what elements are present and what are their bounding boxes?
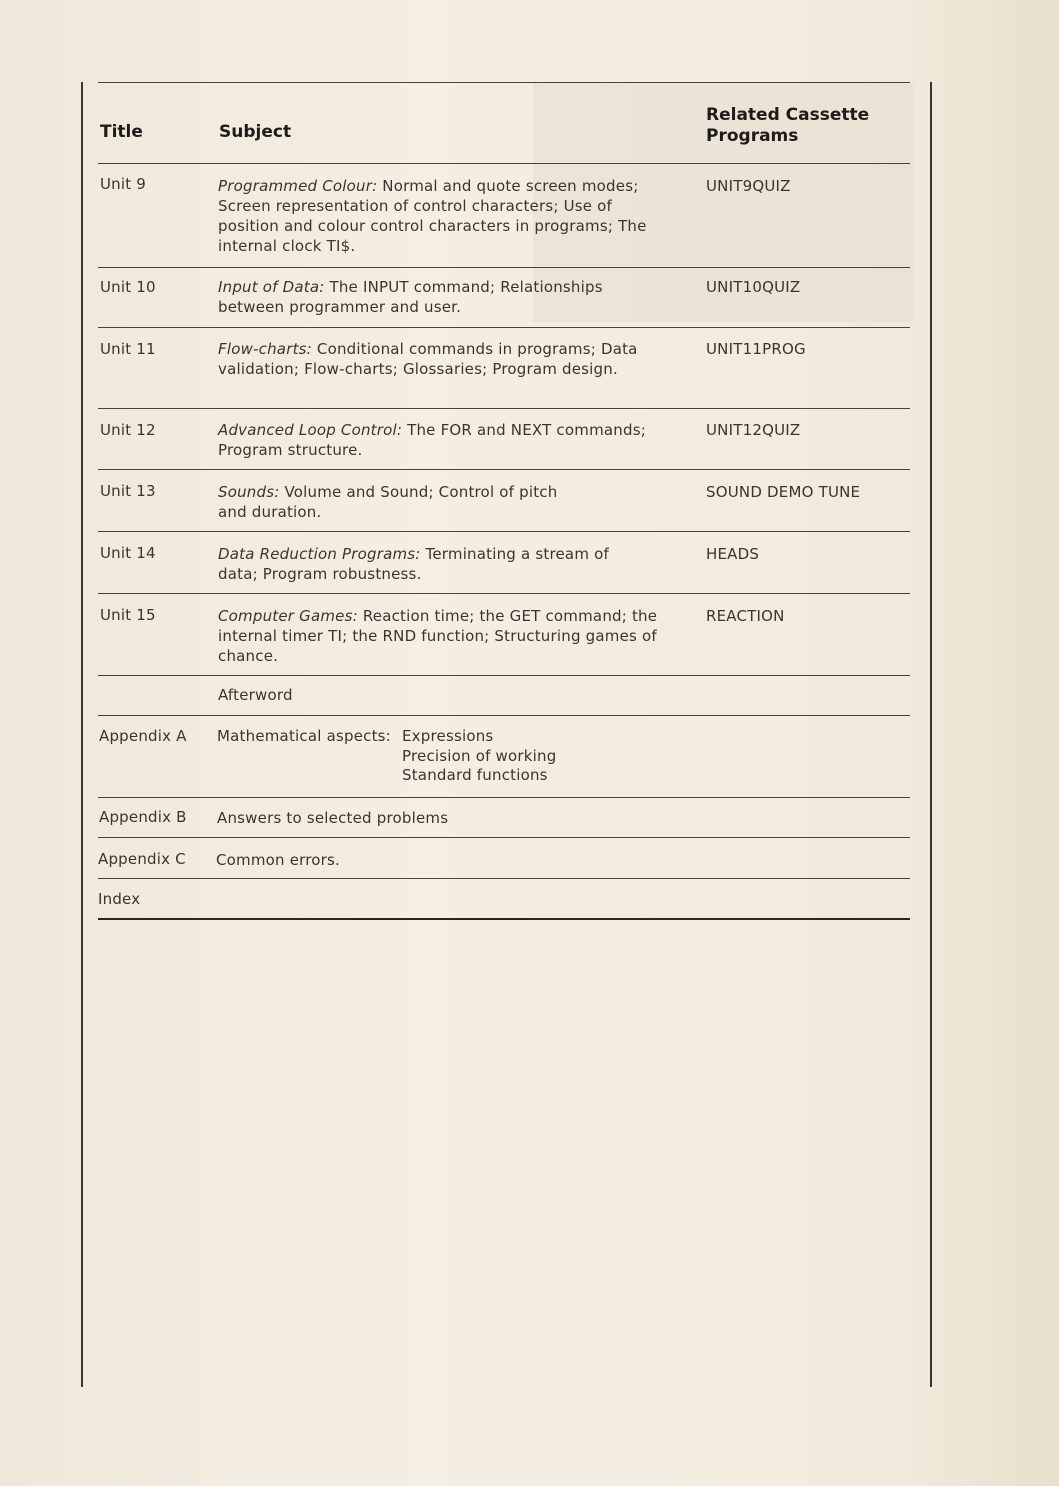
row-title: Unit 15	[100, 606, 156, 624]
appendix-a-lead: Mathematical aspects:	[217, 727, 391, 745]
row-program: UNIT12QUIZ	[706, 421, 801, 439]
row-program: UNIT9QUIZ	[706, 177, 791, 195]
row-subject	[218, 420, 658, 460]
subject-text: Reaction time; the GET command; the internal timer TI; the RND function; Structuring games of chance.	[218, 607, 658, 665]
row-program: UNIT11PROG	[706, 340, 806, 358]
row-rule	[98, 327, 910, 328]
subject-topic: Sounds:	[218, 483, 280, 501]
row-title: Unit 12	[100, 421, 156, 439]
appendix-b-title: Appendix B	[99, 808, 187, 826]
row-title: Unit 11	[100, 340, 156, 358]
row-subject	[218, 176, 658, 256]
header-programs: Related Cassette Programs	[706, 105, 870, 146]
row-subject	[218, 482, 578, 522]
row-program: SOUND DEMO TUNE	[706, 483, 861, 501]
appendix-a-item: Standard functions	[402, 766, 548, 784]
bottom-rule	[98, 918, 910, 920]
frame-right-border	[930, 82, 932, 1387]
subject-text: Volume and Sound; Control of pitch and duration.	[218, 483, 558, 521]
appendix-b-subject: Answers to selected problems	[217, 809, 449, 827]
row-rule	[98, 797, 910, 798]
appendix-c-title: Appendix C	[98, 850, 186, 868]
row-rule	[98, 715, 910, 716]
row-program: HEADS	[706, 545, 760, 563]
row-title: Unit 10	[100, 278, 156, 296]
appendix-a-item: Expressions	[402, 727, 494, 745]
subject-text: The INPUT command; Relationships between programmer and user.	[218, 278, 603, 316]
row-title: Unit 14	[100, 544, 156, 562]
row-subject	[218, 339, 658, 379]
subject-text: Terminating a stream of data; Program robustness.	[218, 545, 609, 583]
row-program: UNIT10QUIZ	[706, 278, 801, 296]
appendix-c-subject: Common errors.	[216, 851, 341, 869]
top-rule	[98, 82, 910, 83]
row-title: Unit 13	[100, 482, 156, 500]
subject-text: Normal and quote screen modes; Screen representation of control characters; Use of position and colour control characters in programs; The internal clock TI$.	[218, 177, 647, 255]
row-rule	[98, 837, 910, 838]
frame-left-border	[81, 82, 83, 1387]
subject-topic: Programmed Colour:	[218, 177, 378, 195]
header-subject: Subject	[219, 122, 292, 142]
index-entry: Index	[98, 890, 141, 908]
row-rule	[98, 675, 910, 676]
row-title: Unit 9	[100, 175, 147, 193]
header-rule	[98, 163, 910, 164]
subject-topic: Input of Data:	[218, 278, 325, 296]
subject-topic: Computer Games:	[218, 607, 358, 625]
row-subject	[218, 606, 668, 666]
row-rule	[98, 469, 910, 470]
appendix-a-title: Appendix A	[99, 727, 187, 745]
row-rule	[98, 267, 910, 268]
appendix-a-item: Precision of working	[402, 747, 557, 765]
row-rule	[98, 593, 910, 594]
subject-text: The FOR and NEXT commands; Program structure.	[218, 421, 646, 459]
header-title: Title	[100, 122, 143, 142]
subject-topic: Flow-charts:	[218, 340, 312, 358]
row-program: REACTION	[706, 607, 785, 625]
subject-topic: Data Reduction Programs:	[218, 545, 421, 563]
row-subject	[218, 277, 658, 317]
subject-topic: Advanced Loop Control:	[218, 421, 403, 439]
afterword: Afterword	[218, 686, 293, 704]
row-subject	[218, 544, 638, 584]
row-rule	[98, 408, 910, 409]
row-rule	[98, 878, 910, 879]
subject-text: Conditional commands in programs; Data validation; Flow-charts; Glossaries; Program design.	[218, 340, 638, 378]
row-rule	[98, 531, 910, 532]
